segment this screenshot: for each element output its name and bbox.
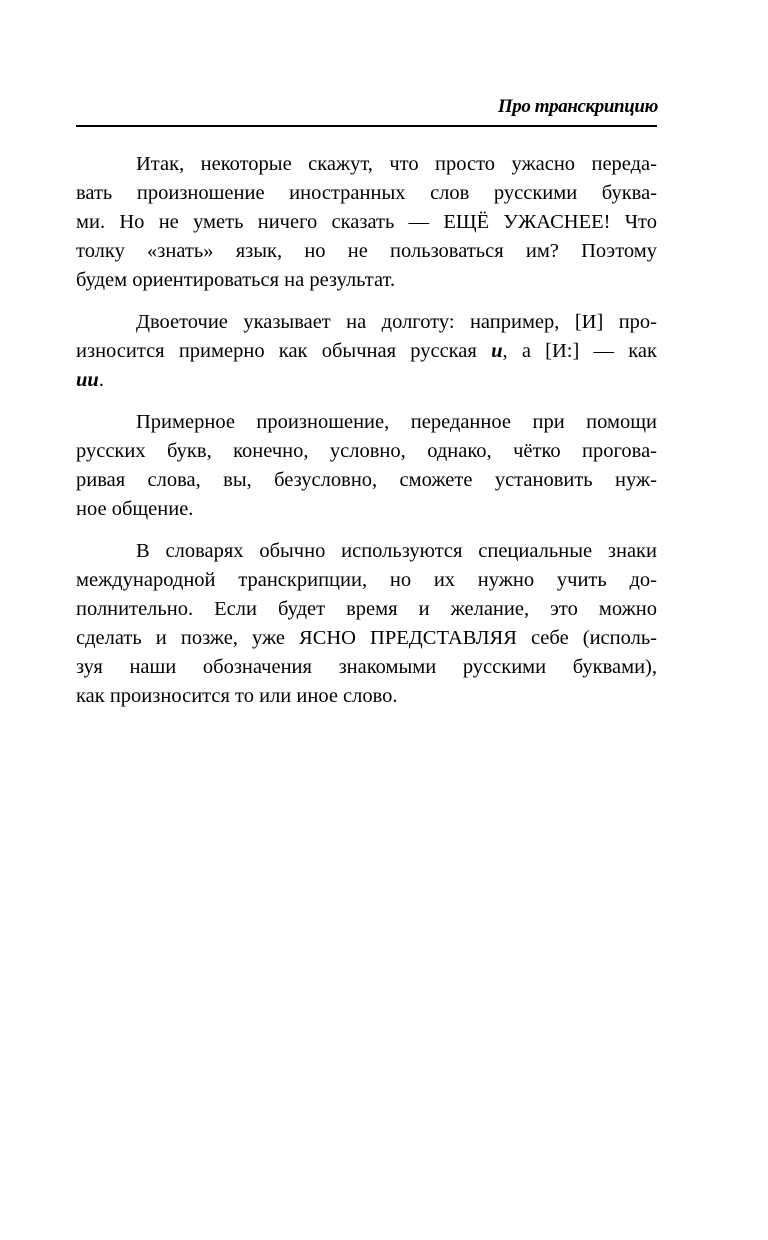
text-line: [76, 366, 657, 395]
body-text: [76, 150, 657, 724]
emphasis-letters: ии: [76, 369, 99, 391]
text-line: ривая слова, вы, безусловно, сможете установить нуж-: [76, 469, 657, 491]
text-line: В словарях обычно используются специальные знаки: [136, 540, 657, 562]
text-line: вать произношение иностранных слов русскими буква-: [76, 182, 657, 204]
text-line: толку «знать» язык, но не пользоваться им? Поэтому: [76, 240, 657, 262]
text-run: износится примерно как обычная русская: [76, 340, 492, 362]
text-line: международной транскрипции, но их нужно учить до-: [76, 569, 657, 591]
text-line: как произносится то или иное слово.: [76, 685, 398, 707]
emphasis-letter: и: [491, 340, 503, 362]
text-run: , а [И:] — как: [502, 340, 657, 362]
text-line: будем ориентироваться на результат.: [76, 269, 396, 291]
paragraph-2: [76, 308, 657, 395]
text-line: ное общение.: [76, 498, 194, 520]
paragraph-4: [76, 537, 657, 711]
text-line: полнительно. Если будет время и желание, это можно: [76, 598, 657, 620]
text-line: Примерное произношение, переданное при помощи: [136, 411, 657, 433]
text-line: [76, 337, 657, 366]
running-header: Про транскрипцию: [497, 96, 658, 117]
paragraph-3: [76, 408, 657, 524]
text-line: Итак, некоторые скажут, что просто ужасно переда-: [136, 153, 657, 175]
text-line: зуя наши обозначения знакомыми русскими буквами),: [76, 656, 657, 678]
text-run: .: [98, 369, 104, 391]
paragraph-1: [76, 150, 657, 295]
text-line: ми. Но не уметь ничего сказать — ЕЩЁ УЖАСНЕЕ! Что: [76, 211, 657, 233]
text-line: русских букв, конечно, условно, однако, чётко прогова-: [76, 440, 657, 462]
text-line: сделать и позже, уже ЯСНО ПРЕДСТАВЛЯЯ себе (исполь-: [76, 627, 657, 649]
text-line: Двоеточие указывает на долготу: например, [И] про-: [136, 311, 657, 333]
header-rule: [76, 125, 657, 127]
